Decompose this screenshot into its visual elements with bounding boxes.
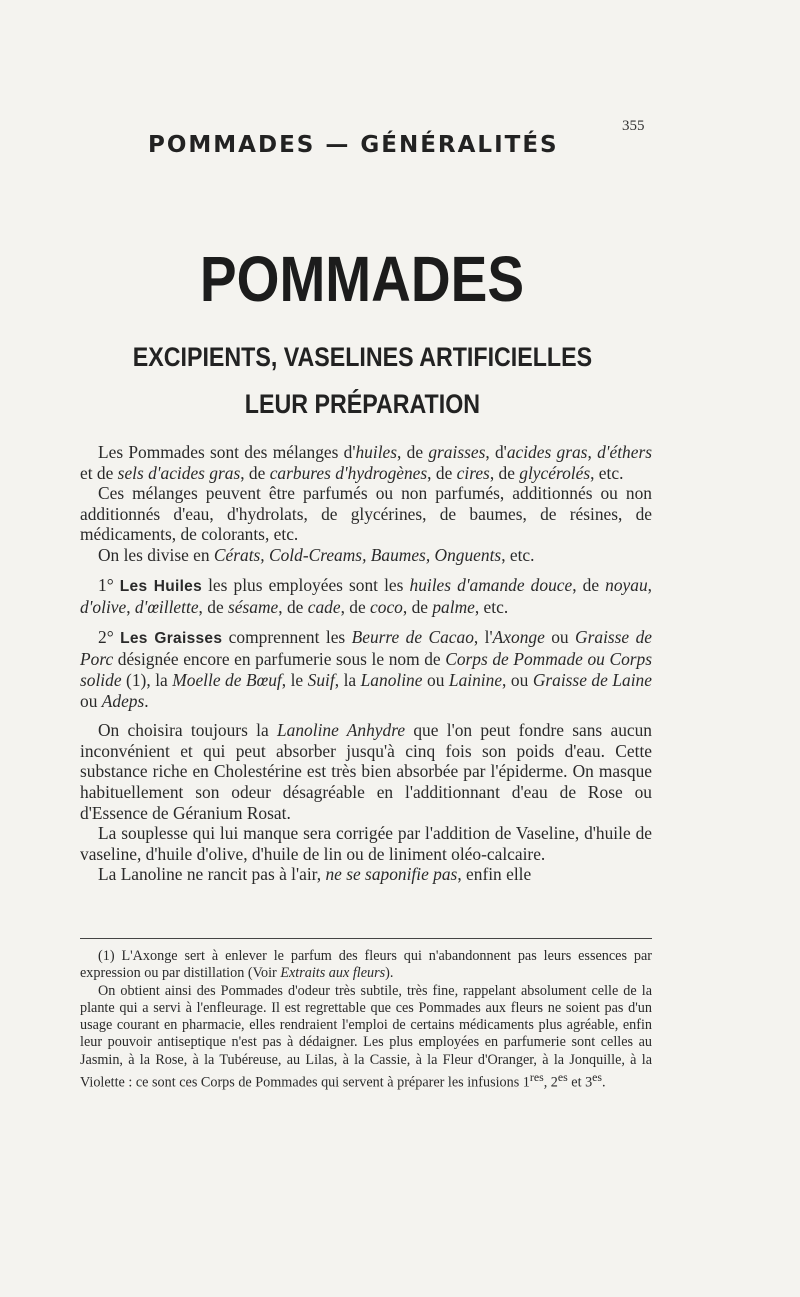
text-run: . bbox=[602, 1074, 606, 1091]
text-run: , bbox=[126, 597, 135, 618]
text-run: Les Pommades sont des mélanges d' bbox=[98, 442, 356, 462]
text-run: (1) L'Axonge sert à enlever le parfum des fleurs qui n'abandonnent pas leurs essences par expression ou par distillation (Voir bbox=[80, 948, 652, 982]
text-run: , bbox=[647, 574, 653, 595]
text-run: , de bbox=[397, 442, 429, 462]
section-number: 2° bbox=[98, 626, 114, 647]
italic-term: graisses bbox=[428, 442, 486, 462]
text-run: , de bbox=[340, 597, 371, 618]
paragraph-5 bbox=[80, 627, 652, 711]
footnote-1 bbox=[80, 948, 652, 983]
italic-term: cires bbox=[456, 462, 490, 483]
section-heading: Les Graisses bbox=[120, 629, 223, 647]
italic-term: Corps de Pommade ou Corps solide bbox=[80, 649, 653, 690]
italic-term: Graisse de Porc bbox=[80, 626, 652, 670]
text-run: , bbox=[587, 442, 598, 462]
text-run: (1), la bbox=[121, 669, 173, 690]
text-run: , de bbox=[240, 462, 270, 483]
text-run: , etc. bbox=[501, 544, 535, 565]
italic-term: d'éthers bbox=[597, 442, 652, 462]
paragraph-6 bbox=[80, 720, 652, 823]
italic-term: Lanoline Anhydre bbox=[276, 720, 406, 741]
italic-term: carbures d'hydrogènes bbox=[269, 462, 428, 483]
text-run: On choisira toujours la bbox=[98, 720, 277, 741]
text-run: désignée encore en parfumerie sous le nom de bbox=[113, 649, 446, 670]
paragraph-2: Ces mélanges peuvent être parfumés ou non parfumés, additionnés ou non additionnés d'eau, d'hydrolats, de glycérines, de baumes, de résines, de médicaments, de colorants, etc. bbox=[80, 483, 652, 545]
subtitle-line-2: LEUR PRÉPARATION bbox=[244, 389, 481, 419]
italic-term: ne se saponifie pas bbox=[325, 864, 458, 885]
text-run: , 2 bbox=[543, 1074, 558, 1091]
italic-term: huiles bbox=[355, 442, 398, 462]
footnotes bbox=[80, 948, 652, 1092]
text-run: ou bbox=[80, 690, 102, 711]
text-run: et 3 bbox=[567, 1074, 593, 1091]
text-run: , la bbox=[334, 669, 361, 690]
text-run: , de bbox=[489, 462, 520, 483]
superscript: es bbox=[557, 1070, 568, 1085]
page-number: 355 bbox=[622, 118, 645, 134]
italic-term: sels d'acides gras bbox=[117, 462, 241, 483]
italic-term: Extraits aux fleurs bbox=[280, 965, 386, 982]
text-run: , de bbox=[198, 597, 229, 618]
footnote-1-continued bbox=[80, 983, 652, 1093]
italic-term: acides gras bbox=[506, 442, 588, 462]
running-head: POMMADES — GÉNÉRALITÉS bbox=[148, 132, 559, 158]
text-run: , ou bbox=[502, 669, 533, 690]
text-run: , de bbox=[572, 574, 606, 595]
superscript: res bbox=[529, 1070, 544, 1085]
chapter-title bbox=[51, 242, 739, 316]
italic-term: Adeps bbox=[101, 690, 145, 711]
footnote-rule bbox=[80, 938, 652, 939]
text-run: les plus employées sont les bbox=[202, 574, 410, 595]
section-heading: Les Huiles bbox=[119, 577, 203, 595]
italic-term: Graisse de Laine bbox=[532, 669, 652, 690]
paragraph-1 bbox=[80, 442, 652, 483]
text-run: ou bbox=[544, 626, 576, 647]
text-run: et de bbox=[80, 462, 118, 483]
italic-term: noyau bbox=[605, 574, 648, 595]
text-run: On obtient ainsi des Pommades d'odeur très subtile, très fine, rappelant absolument celle de la plante qui a servi à l'enfleurage. Il est regrettable que ces Pommades aux fleurs ne soient pas d'un usage courant en pharmacie, elles rendraient l'emploi de certains médicaments plus agréable, enfin leur pouvoir antiseptique n'est pas à dédaigner. Les plus employées en parfumerie sont celles au Jasmin, à la Rose, à la Tubéreuse, au Lilas, à la Cassie, à la Fleur d'Oranger, à la Jonquille, à la Violette : ce sont ces Corps de Pommades qui servent à préparer les infusions 1 bbox=[80, 982, 652, 1091]
text-run: . bbox=[144, 690, 149, 711]
italic-term: glycérolés bbox=[519, 462, 591, 483]
section-number: 1° bbox=[98, 574, 114, 595]
italic-term: huiles d'amande douce bbox=[409, 574, 573, 595]
text-run: , de bbox=[427, 462, 457, 483]
text-run: , enfin elle bbox=[457, 864, 532, 885]
text-run: La Lanoline ne rancit pas à l'air, bbox=[98, 864, 326, 885]
italic-term: Beurre de Cacao bbox=[351, 626, 474, 647]
text-run: , de bbox=[278, 597, 308, 618]
text-run: ). bbox=[385, 965, 394, 982]
text-run: , le bbox=[281, 669, 308, 690]
italic-term: Suif bbox=[307, 669, 335, 690]
italic-term: Cérats, Cold-Creams, Baumes, Onguents bbox=[213, 544, 502, 565]
italic-term: Moelle de Bœuf bbox=[172, 669, 282, 690]
italic-term: d'œillette bbox=[134, 597, 199, 618]
italic-term: Axonge bbox=[492, 626, 545, 647]
text-run: , d' bbox=[485, 442, 507, 462]
text-run: que l'on peut fondre sans aucun inconvénient et qui peut absorber jusqu'à cinq fois son poids d'eau. Cette substance riche en Cholestérine est très bien absorbée par l'épiderme. On masque habituellement son odeur désagréable en l'additionnant d'eau de Rose ou d'Essence de Géranium Rosat. bbox=[80, 720, 653, 823]
italic-term: Lainine bbox=[448, 669, 503, 690]
italic-term: cade bbox=[307, 597, 341, 618]
italic-term: palme bbox=[432, 597, 475, 618]
italic-term: sésame bbox=[228, 597, 279, 618]
text-run: , de bbox=[402, 597, 433, 618]
subtitle-line-1: EXCIPIENTS, VASELINES ARTIFICIELLES bbox=[132, 342, 593, 372]
body-text bbox=[80, 442, 652, 885]
italic-term: d'olive bbox=[80, 597, 127, 618]
text-run: On les divise en bbox=[98, 544, 214, 565]
text-run: , etc. bbox=[590, 462, 624, 483]
italic-term: Lanoline bbox=[360, 669, 423, 690]
chapter-title-text: POMMADES bbox=[199, 243, 525, 315]
text-run: ou bbox=[422, 669, 449, 690]
paragraph-7: La souplesse qui lui manque sera corrigée par l'addition de Vaseline, d'huile de vaseline, d'huile d'olive, d'huile de lin ou de liniment oléo-calcaire. bbox=[80, 823, 652, 864]
italic-term: coco bbox=[370, 597, 403, 618]
text-run: , l' bbox=[473, 626, 493, 647]
text-run: comprennent les bbox=[222, 626, 352, 647]
paragraph-3 bbox=[80, 545, 652, 566]
paragraph-4 bbox=[80, 575, 652, 618]
paragraph-8 bbox=[80, 864, 652, 885]
text-run: , etc. bbox=[474, 597, 509, 618]
superscript: es bbox=[592, 1070, 603, 1085]
